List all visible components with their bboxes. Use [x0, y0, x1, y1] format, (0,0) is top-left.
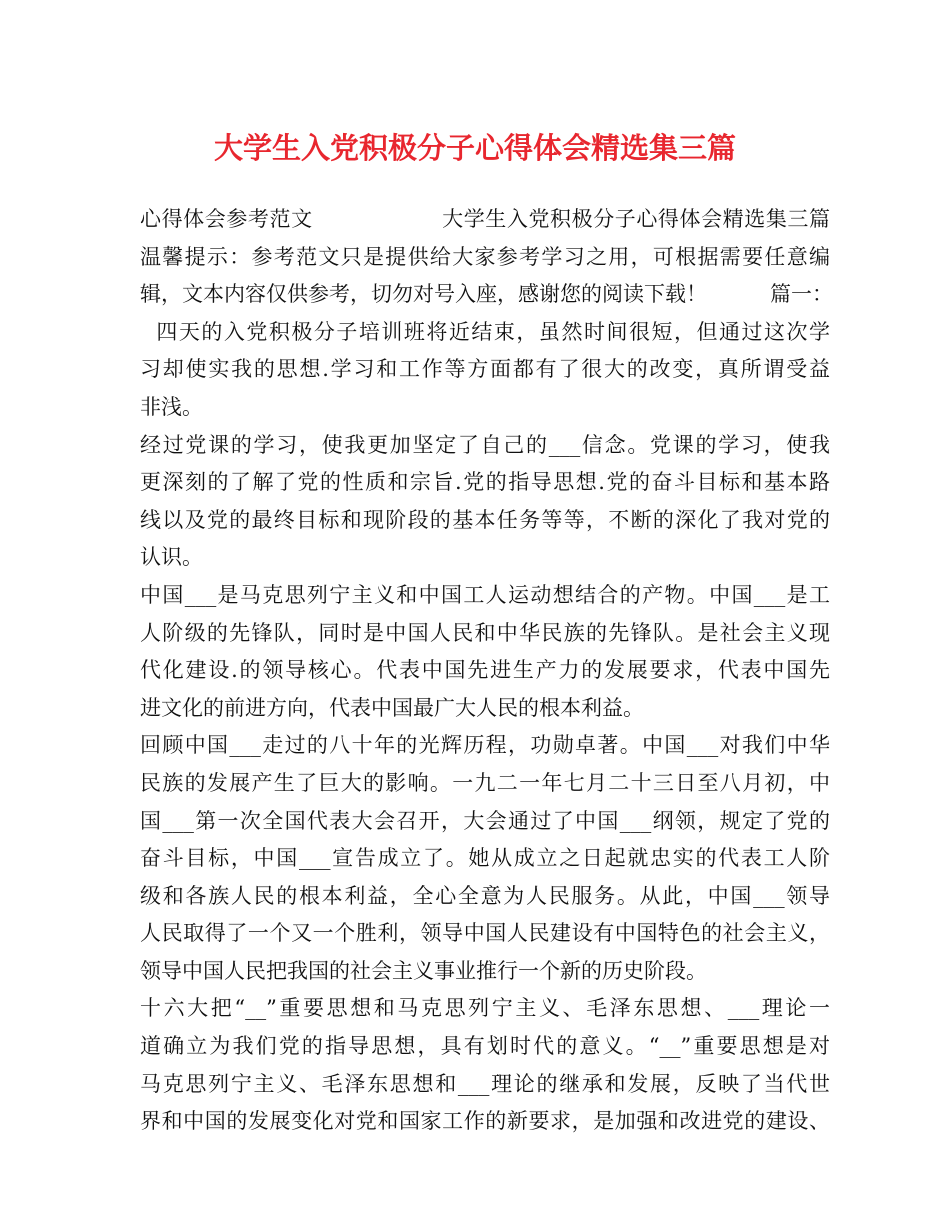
document-title: 大学生入党积极分子心得体会精选集三篇	[213, 131, 736, 165]
document-body	[140, 201, 833, 1141]
body-line: 人民取得了一个又一个胜利，领导中国人民建设有中国特色的社会主义，	[140, 921, 830, 946]
body-line: 更深刻的了解了党的性质和宗旨.党的指导思想.党的奋斗目标和基本路	[140, 470, 830, 495]
body-line: 奋斗目标，中国___宣告成立了。她从成立之日起就忠实的代表工人阶	[140, 846, 830, 871]
body-line: 辑，文本内容仅供参考，切勿对号入座，感谢您的阅读下载！ 篇一：	[140, 282, 833, 307]
body-line: 四天的入党积极分子培训班将近结束，虽然时间很短，但通过这次学	[140, 319, 830, 344]
body-line: 民族的发展产生了巨大的影响。一九二一年七月二十三日至八月初，中	[140, 770, 830, 795]
body-line: 认识。	[140, 545, 203, 570]
body-line: 进文化的前进方向，代表中国最广大人民的根本利益。	[140, 695, 644, 720]
body-line: 线以及党的最终目标和现阶段的基本任务等等，不断的深化了我对党的	[140, 507, 830, 532]
body-line: 习却使实我的思想.学习和工作等方面都有了很大的改变，真所谓受益	[140, 357, 830, 382]
body-line: 级和各族人民的根本利益，全心全意为人民服务。从此，中国___领导	[140, 883, 830, 908]
body-line: 经过党课的学习，使我更加坚定了自己的___信念。党课的学习，使我	[140, 432, 830, 457]
body-line: 领导中国人民把我国的社会主义事业推行一个新的历史阶段。	[140, 958, 707, 983]
body-line: 回顾中国___走过的八十年的光辉历程，功勋卓著。中国___对我们中华	[140, 733, 830, 758]
body-line: 心得体会参考范文 大学生入党积极分子心得体会精选集三篇	[140, 207, 830, 231]
body-line: 国___第一次全国代表大会召开，大会通过了中国___纲领，规定了党的	[140, 808, 830, 833]
body-line: 中国___是马克思列宁主义和中国工人运动想结合的产物。中国___是工	[140, 582, 830, 607]
body-line: 界和中国的发展变化对党和国家工作的新要求，是加强和改进党的建设、	[140, 1109, 830, 1134]
body-line: 温馨提示：参考范文只是提供给大家参考学习之用，可根据需要任意编	[140, 244, 830, 269]
body-line: 十六大把“__”重要思想和马克思列宁主义、毛泽东思想、___理论一	[140, 996, 830, 1021]
body-line: 非浅。	[140, 394, 203, 419]
body-line: 代化建设.的领导核心。代表中国先进生产力的发展要求，代表中国先	[140, 658, 830, 683]
body-line: 马克思列宁主义、毛泽东思想和___理论的继承和发展，反映了当代世	[140, 1071, 830, 1096]
body-line: 人阶级的先锋队，同时是中国人民和中华民族的先锋队。是社会主义现	[140, 620, 830, 645]
body-line: 道确立为我们党的指导思想，具有划时代的意义。“__”重要思想是对	[140, 1034, 830, 1059]
